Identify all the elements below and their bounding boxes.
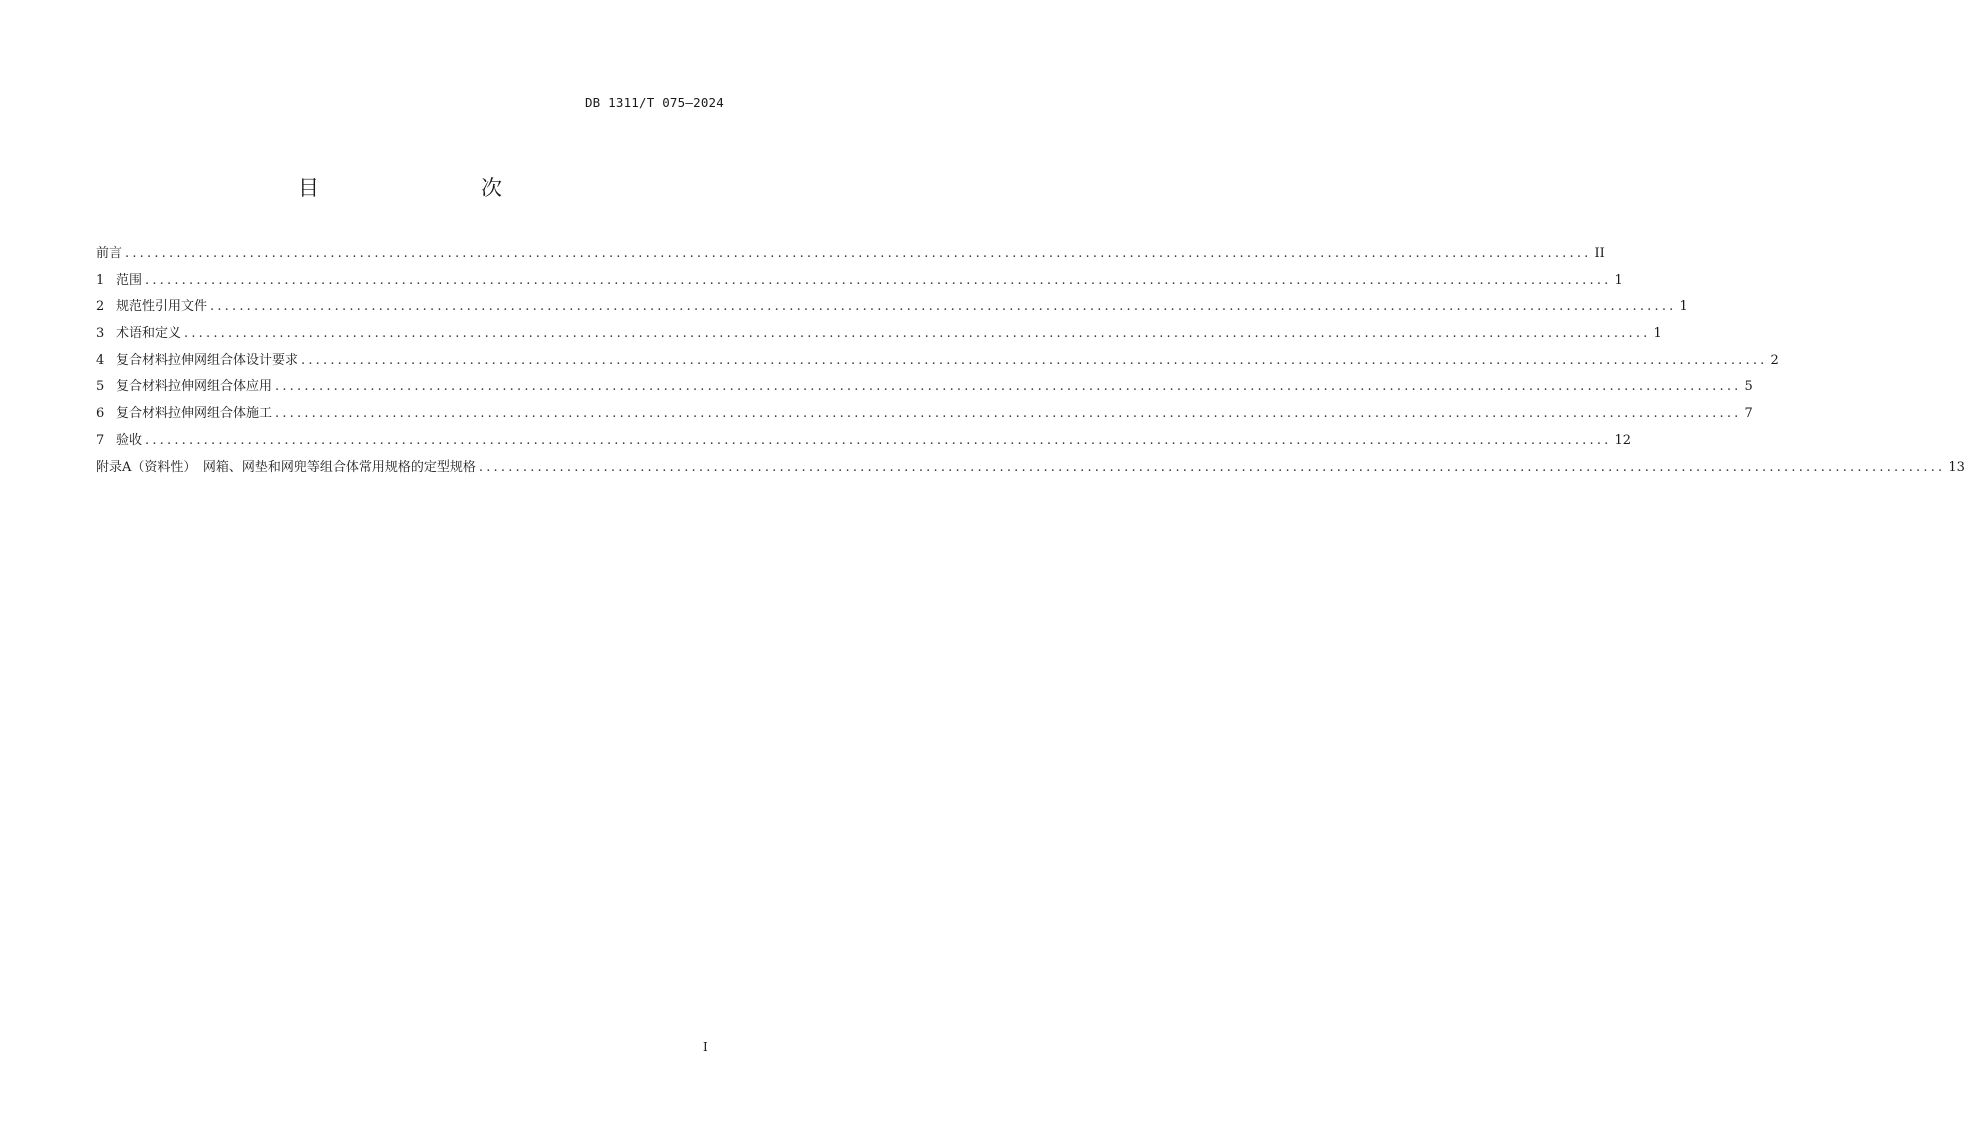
toc-entry-label: 附录A（资料性） 网箱、网垫和网兜等组合体常用规格的定型规格	[96, 459, 476, 475]
toc-entry-number: 3	[96, 326, 105, 342]
page-number: I	[703, 1040, 708, 1054]
toc-entry-number: 7	[96, 432, 105, 448]
toc-leader-dots: ........................................................................................................................................................................................................	[275, 406, 1742, 422]
toc-entry-page: 2	[1770, 352, 1779, 368]
document-code: DB 1311/T 075—2024	[584, 95, 724, 110]
toc-entry[interactable]	[96, 242, 1605, 269]
toc-entry[interactable]	[96, 322, 1662, 349]
toc-entry-label: 复合材料拉伸网组合体应用	[116, 379, 273, 395]
toc-entry[interactable]	[96, 375, 1753, 402]
toc-entry-page: 13	[1948, 459, 1965, 475]
toc-entry-label: 规范性引用文件	[116, 299, 208, 315]
toc-entry-number: 5	[96, 379, 105, 395]
toc-leader-dots: ........................................................................................................................................................................................................	[145, 272, 1612, 288]
toc-entry[interactable]	[96, 349, 1779, 376]
toc-leader-dots: ........................................................................................................................................................................................................	[275, 379, 1742, 395]
toc-entry[interactable]	[96, 295, 1688, 322]
toc-leader-dots: ........................................................................................................................................................................................................	[210, 299, 1677, 315]
toc-leader-dots: ........................................................................................................................................................................................................	[301, 352, 1768, 368]
toc-entry-label: 范围	[116, 272, 143, 288]
toc-leader-dots: ........................................................................................................................................................................................................	[125, 246, 1592, 261]
toc-entry-number: 6	[96, 406, 105, 422]
toc-entry-page: 1	[1679, 299, 1688, 315]
toc-entry-page: 7	[1744, 406, 1753, 422]
page-title: 目 次	[298, 176, 542, 200]
toc-entry-page: 1	[1653, 326, 1662, 342]
toc-entry-label: 术语和定义	[116, 326, 182, 342]
toc-entry-number: 1	[96, 272, 105, 288]
toc-entry-page: 12	[1614, 432, 1632, 448]
toc-entry[interactable]	[96, 429, 1632, 456]
toc-entry-number: 2	[96, 299, 105, 315]
toc-entry[interactable]	[96, 456, 1965, 483]
table-of-contents	[96, 242, 1965, 482]
toc-leader-dots: ........................................................................................................................................................................................................	[145, 432, 1612, 448]
toc-entry-label: 验收	[116, 432, 143, 448]
toc-entry-label: 前言	[96, 246, 123, 261]
toc-entry-number: 4	[96, 352, 105, 368]
toc-entry-label: 复合材料拉伸网组合体设计要求	[116, 352, 299, 368]
toc-entry-page: 5	[1744, 379, 1753, 395]
toc-entry-page: II	[1594, 246, 1605, 261]
toc-leader-dots: ........................................................................................................................................................................................................	[478, 459, 1946, 475]
toc-entry[interactable]	[96, 269, 1623, 296]
toc-entry-label: 复合材料拉伸网组合体施工	[116, 406, 273, 422]
toc-entry-page: 1	[1614, 272, 1623, 288]
toc-entry[interactable]	[96, 402, 1753, 429]
toc-leader-dots: ........................................................................................................................................................................................................	[184, 326, 1651, 342]
